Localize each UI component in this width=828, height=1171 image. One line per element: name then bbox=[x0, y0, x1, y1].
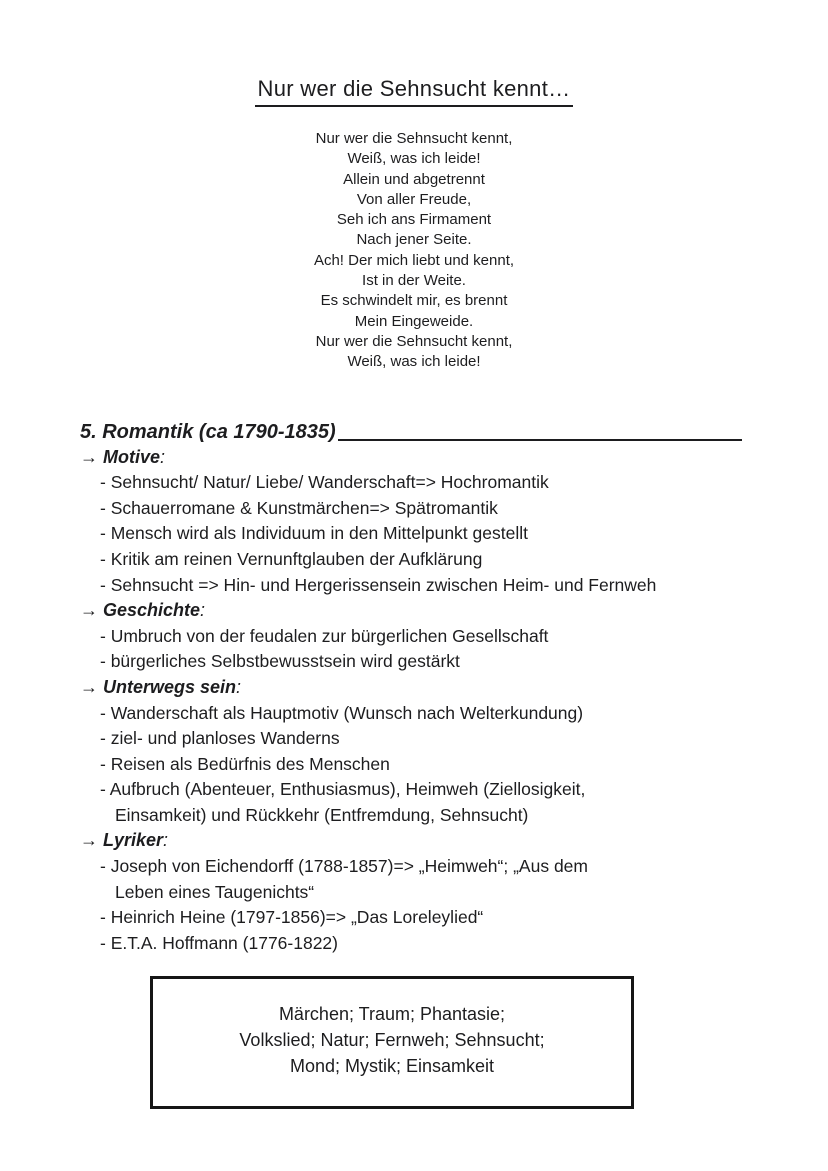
list-item-continuation: Leben eines Taugenichts“ bbox=[115, 881, 315, 902]
keyword-line: Märchen; Traum; Phantasie; bbox=[278, 1004, 506, 1025]
heading-rule bbox=[338, 439, 742, 441]
poem-line: Nach jener Seite. bbox=[356, 231, 472, 249]
poem-line: Mein Eingeweide. bbox=[354, 312, 474, 330]
page-title: Nur wer die Sehnsucht kennt… bbox=[255, 76, 574, 107]
group-colon: : bbox=[160, 446, 166, 467]
list-item: - E.T.A. Hoffmann (1776-1822) bbox=[100, 932, 338, 953]
poem-line: Weiß, was ich leide! bbox=[347, 150, 481, 168]
group-unterwegs-sein bbox=[80, 675, 770, 829]
group-colon: : bbox=[236, 676, 242, 697]
arrow-icon: → bbox=[80, 446, 98, 467]
poem-line: Ach! Der mich liebt und kennt, bbox=[313, 251, 515, 269]
group-label: Lyriker bbox=[103, 830, 164, 851]
list-item-continuation: Einsamkeit) und Rückkehr (Entfremdung, Sehnsucht) bbox=[115, 804, 529, 825]
list-item: - Sehnsucht => Hin- und Hergerissensein zwischen Heim- und Fernweh bbox=[100, 574, 657, 595]
group-motive bbox=[80, 445, 770, 599]
group-header bbox=[80, 598, 770, 624]
section-heading bbox=[80, 419, 742, 445]
list-item: - Sehnsucht/ Natur/ Liebe/ Wanderschaft=> Hochromantik bbox=[100, 472, 549, 493]
group-label: Unterwegs sein bbox=[103, 676, 237, 697]
list-item: - Wanderschaft als Hauptmotiv (Wunsch nach Welterkundung) bbox=[100, 702, 584, 723]
group-colon: : bbox=[200, 600, 206, 621]
keyword-line: Mond; Mystik; Einsamkeit bbox=[289, 1056, 495, 1077]
section-heading-text: 5. Romantik (ca 1790-1835) bbox=[80, 420, 336, 443]
poem bbox=[0, 129, 828, 373]
group-header bbox=[80, 675, 770, 701]
poem-line: Allein und abgetrennt bbox=[343, 170, 485, 188]
poem-line: Weiß, was ich leide! bbox=[347, 353, 481, 371]
list-item: - Schauerromane & Kunstmärchen=> Spätromantik bbox=[100, 497, 498, 518]
poem-line: Es schwindelt mir, es brennt bbox=[320, 292, 508, 310]
poem-line: Von aller Freude, bbox=[356, 190, 472, 208]
list-item: - Kritik am reinen Vernunftglauben der Aufklärung bbox=[100, 548, 483, 569]
list-item: - Aufbruch (Abenteuer, Enthusiasmus), Heimweh (Ziellosigkeit, bbox=[100, 779, 586, 800]
group-geschichte bbox=[80, 598, 770, 675]
list-item: - Joseph von Eichendorff (1788-1857)=> „Heimweh“; „Aus dem bbox=[100, 856, 588, 877]
list-item: - bürgerliches Selbstbewusstsein wird gestärkt bbox=[100, 651, 460, 672]
list-item: - Reisen als Bedürfnis des Menschen bbox=[100, 753, 390, 774]
group-header bbox=[80, 445, 770, 471]
keyword-line: Volkslied; Natur; Fernweh; Sehnsucht; bbox=[239, 1030, 545, 1051]
group-header bbox=[80, 828, 770, 854]
notes-body bbox=[80, 419, 770, 957]
keywords-box bbox=[150, 976, 634, 1109]
title-wrap bbox=[0, 0, 828, 107]
poem-line: Seh ich ans Firmament bbox=[336, 211, 492, 229]
arrow-icon: → bbox=[80, 830, 98, 851]
arrow-icon: → bbox=[80, 676, 98, 697]
group-label: Motive bbox=[103, 446, 161, 467]
group-label: Geschichte bbox=[103, 600, 201, 621]
poem-line: Nur wer die Sehnsucht kennt, bbox=[315, 332, 513, 350]
poem-line: Nur wer die Sehnsucht kennt, bbox=[315, 130, 513, 147]
arrow-icon: → bbox=[80, 600, 98, 621]
list-item: - Heinrich Heine (1797-1856)=> „Das Loreleylied“ bbox=[100, 907, 484, 928]
list-item: - Umbruch von der feudalen zur bürgerlichen Gesellschaft bbox=[100, 625, 549, 646]
list-item: - ziel- und planloses Wanderns bbox=[100, 728, 340, 749]
group-colon: : bbox=[163, 830, 169, 851]
list-item: - Mensch wird als Individuum in den Mittelpunkt gestellt bbox=[100, 523, 528, 544]
group-lyriker bbox=[80, 828, 770, 956]
poem-line: Ist in der Weite. bbox=[362, 272, 466, 290]
